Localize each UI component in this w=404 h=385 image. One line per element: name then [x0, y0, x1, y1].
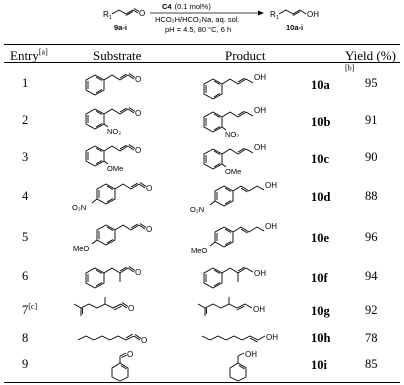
substrate-structure	[68, 177, 178, 215]
substrate-structure	[68, 218, 178, 256]
product-structure	[279, 10, 306, 16]
row-entry: 8	[22, 331, 29, 345]
svg-text:OMe: OMe	[225, 167, 242, 174]
svg-text:OH: OH	[245, 350, 257, 359]
substrate-structure	[80, 259, 180, 293]
catalyst-line: C4 (0.1 mol%)	[162, 2, 211, 11]
svg-text:MeO: MeO	[191, 246, 208, 255]
product-code: 10a	[311, 78, 330, 92]
reagent-line: HCO₂H/HCO₂Na, aq. sol.	[155, 15, 240, 24]
table-top-rule	[4, 44, 400, 45]
row-entry: 9	[22, 357, 29, 371]
substrate-structure	[80, 140, 180, 174]
table-row	[0, 140, 404, 174]
product-structure	[198, 259, 308, 293]
row-yield: 96	[365, 230, 378, 244]
row-entry: 4	[22, 189, 29, 203]
table-row	[0, 218, 404, 256]
product-structure	[198, 103, 308, 137]
svg-text:OMe: OMe	[107, 164, 124, 173]
table-row	[0, 350, 404, 382]
header-product: Product	[225, 48, 266, 63]
row-yield: 91	[365, 113, 378, 127]
svg-text:O: O	[135, 146, 142, 155]
svg-text:OH: OH	[266, 333, 278, 342]
row-yield: 94	[365, 269, 378, 283]
product-r-group: $R_1$	[270, 10, 279, 21]
product-structure	[198, 350, 308, 382]
row-yield: 95	[365, 76, 378, 90]
row-yield: 85	[365, 357, 378, 371]
product-structure	[198, 66, 308, 100]
svg-text:O: O	[146, 225, 153, 234]
reactant-r-group: $R_1$	[103, 10, 112, 21]
row-entry: 2	[22, 113, 29, 127]
product-code: 10i	[311, 358, 327, 372]
table-bottom-rule	[4, 382, 400, 383]
product-code: 10e	[311, 231, 330, 245]
svg-text:O₂N: O₂N	[72, 203, 87, 212]
reactant-structure	[112, 9, 139, 16]
row-entry: 6	[22, 269, 29, 283]
svg-text:OH: OH	[253, 305, 265, 314]
row-yield: 90	[365, 150, 378, 164]
product-code: 10b	[311, 115, 331, 129]
svg-text:OH: OH	[254, 106, 266, 115]
svg-text:O: O	[141, 336, 148, 345]
reactant-carbonyl-o: O	[139, 9, 146, 18]
header-yield: Yield (%)[b]	[345, 48, 396, 73]
svg-text:O: O	[127, 350, 134, 359]
row-yield: 78	[365, 331, 378, 345]
row-entry: 7[c]	[22, 301, 38, 317]
header-substrate: Substrate	[93, 48, 142, 63]
product-label: 10a-i	[286, 23, 304, 32]
row-entry: 3	[22, 150, 29, 164]
product-structure	[188, 326, 308, 350]
row-yield: 92	[365, 303, 378, 317]
product-code: 10c	[311, 152, 330, 166]
svg-text:OH: OH	[254, 143, 266, 152]
product-structure	[188, 295, 308, 325]
reactant-label: 9a-i	[114, 23, 127, 32]
product-structure	[186, 218, 306, 256]
svg-text:NO₂: NO₂	[225, 130, 240, 137]
svg-text:OH: OH	[265, 222, 277, 231]
svg-text:OH: OH	[254, 73, 266, 82]
reaction-scheme	[0, 0, 404, 44]
svg-text:O₂N: O₂N	[190, 205, 205, 214]
product-code: 10g	[311, 304, 330, 318]
product-code: 10d	[311, 190, 331, 204]
row-entry: 5	[22, 230, 29, 244]
table-row	[0, 295, 404, 325]
reaction-scheme-drawing	[0, 0, 404, 44]
substrate-structure	[64, 326, 184, 350]
table-row	[0, 259, 404, 293]
svg-text:O: O	[146, 184, 153, 193]
svg-text:O: O	[135, 75, 142, 84]
row-entry: 1	[22, 76, 29, 90]
svg-text:OH: OH	[265, 181, 277, 190]
substrate-structure	[64, 295, 184, 325]
header-entry: Entry[a]	[10, 47, 48, 63]
product-code: 10f	[311, 271, 328, 285]
svg-text:NO₂: NO₂	[107, 127, 122, 136]
conditions-line: pH = 4.5, 80 °C, 6 h	[165, 25, 232, 34]
product-oh: OH	[307, 10, 319, 19]
substrate-structure	[80, 66, 180, 100]
table-row	[0, 66, 404, 100]
product-structure	[186, 177, 306, 215]
table-header-rule	[4, 62, 400, 63]
svg-text:O: O	[128, 304, 135, 313]
product-structure	[198, 140, 308, 174]
row-yield: 88	[365, 189, 378, 203]
substrate-structure	[80, 103, 180, 137]
table-row	[0, 326, 404, 350]
product-code: 10h	[311, 331, 331, 345]
svg-text:OH: OH	[254, 269, 266, 278]
table-row	[0, 177, 404, 215]
svg-text:O: O	[135, 109, 142, 118]
substrate-structure	[80, 350, 180, 382]
reaction-arrow-head	[258, 11, 264, 16]
svg-text:MeO: MeO	[73, 244, 90, 253]
table-row	[0, 103, 404, 137]
svg-text:O: O	[135, 268, 142, 277]
